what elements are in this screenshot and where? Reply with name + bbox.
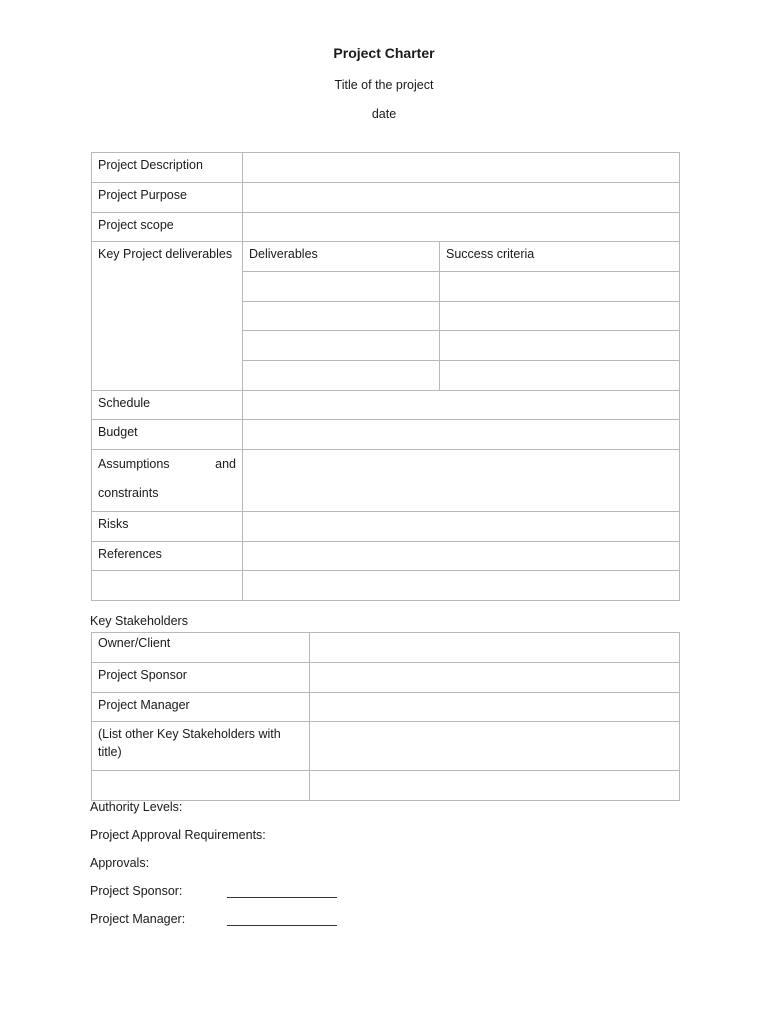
assumptions-label-line1: Assumptions and [98,457,236,471]
project-title: Title of the project [334,78,434,92]
row-label-schedule: Schedule [92,391,243,420]
row-label-owner: Owner/Client [92,633,310,663]
references-value-cell[interactable] [243,542,680,571]
deliverable-cell[interactable] [243,331,440,361]
manager-signature-line[interactable] [227,925,337,926]
sponsor-signature-label: Project Sponsor: [90,884,183,898]
project-date: date [371,107,397,121]
success-criteria-header: Success criteria [440,242,680,272]
sponsor-value-cell[interactable] [310,663,680,693]
row-label-purpose: Project Purpose [92,183,243,213]
row-label-description: Project Description [92,153,243,183]
deliverable-cell[interactable] [243,361,440,391]
row-label-sponsor: Project Sponsor [92,663,310,693]
charter-table [91,152,680,601]
scope-value-cell[interactable] [243,213,680,242]
empty-value-cell[interactable] [310,771,680,801]
document-title: Project Charter [333,45,435,61]
manager-value-cell[interactable] [310,693,680,722]
row-label-deliverables: Key Project deliverables [92,242,243,391]
deliverable-cell[interactable] [243,272,440,302]
empty-label-cell[interactable] [92,771,310,801]
empty-label-cell[interactable] [92,571,243,601]
manager-signature-label: Project Manager: [90,912,186,926]
success-criteria-cell[interactable] [440,361,680,391]
row-label-other-stakeholders: (List other Key Stakeholders with title) [92,722,310,771]
stakeholders-table [91,632,680,801]
stakeholders-heading: Key Stakeholders [90,614,188,628]
assumptions-label-line2: constraints [98,486,159,500]
assumptions-value-cell[interactable] [243,450,680,512]
deliverable-cell[interactable] [243,302,440,331]
owner-value-cell[interactable] [310,633,680,663]
row-label-budget: Budget [92,420,243,450]
schedule-value-cell[interactable] [243,391,680,420]
row-label-assumptions [92,450,243,512]
deliverables-header: Deliverables [243,242,440,272]
sponsor-signature-line[interactable] [227,897,337,898]
approvals-label: Approvals: [90,856,150,870]
purpose-value-cell[interactable] [243,183,680,213]
risks-value-cell[interactable] [243,512,680,542]
empty-value-cell[interactable] [243,571,680,601]
row-label-scope: Project scope [92,213,243,242]
budget-value-cell[interactable] [243,420,680,450]
success-criteria-cell[interactable] [440,302,680,331]
other-stakeholders-value-cell[interactable] [310,722,680,771]
row-label-references: References [92,542,243,571]
row-label-manager: Project Manager [92,693,310,722]
success-criteria-cell[interactable] [440,331,680,361]
row-label-risks: Risks [92,512,243,542]
success-criteria-cell[interactable] [440,272,680,302]
description-value-cell[interactable] [243,153,680,183]
authority-levels-label: Authority Levels: [90,800,183,814]
approval-requirements-label: Project Approval Requirements: [90,828,266,842]
